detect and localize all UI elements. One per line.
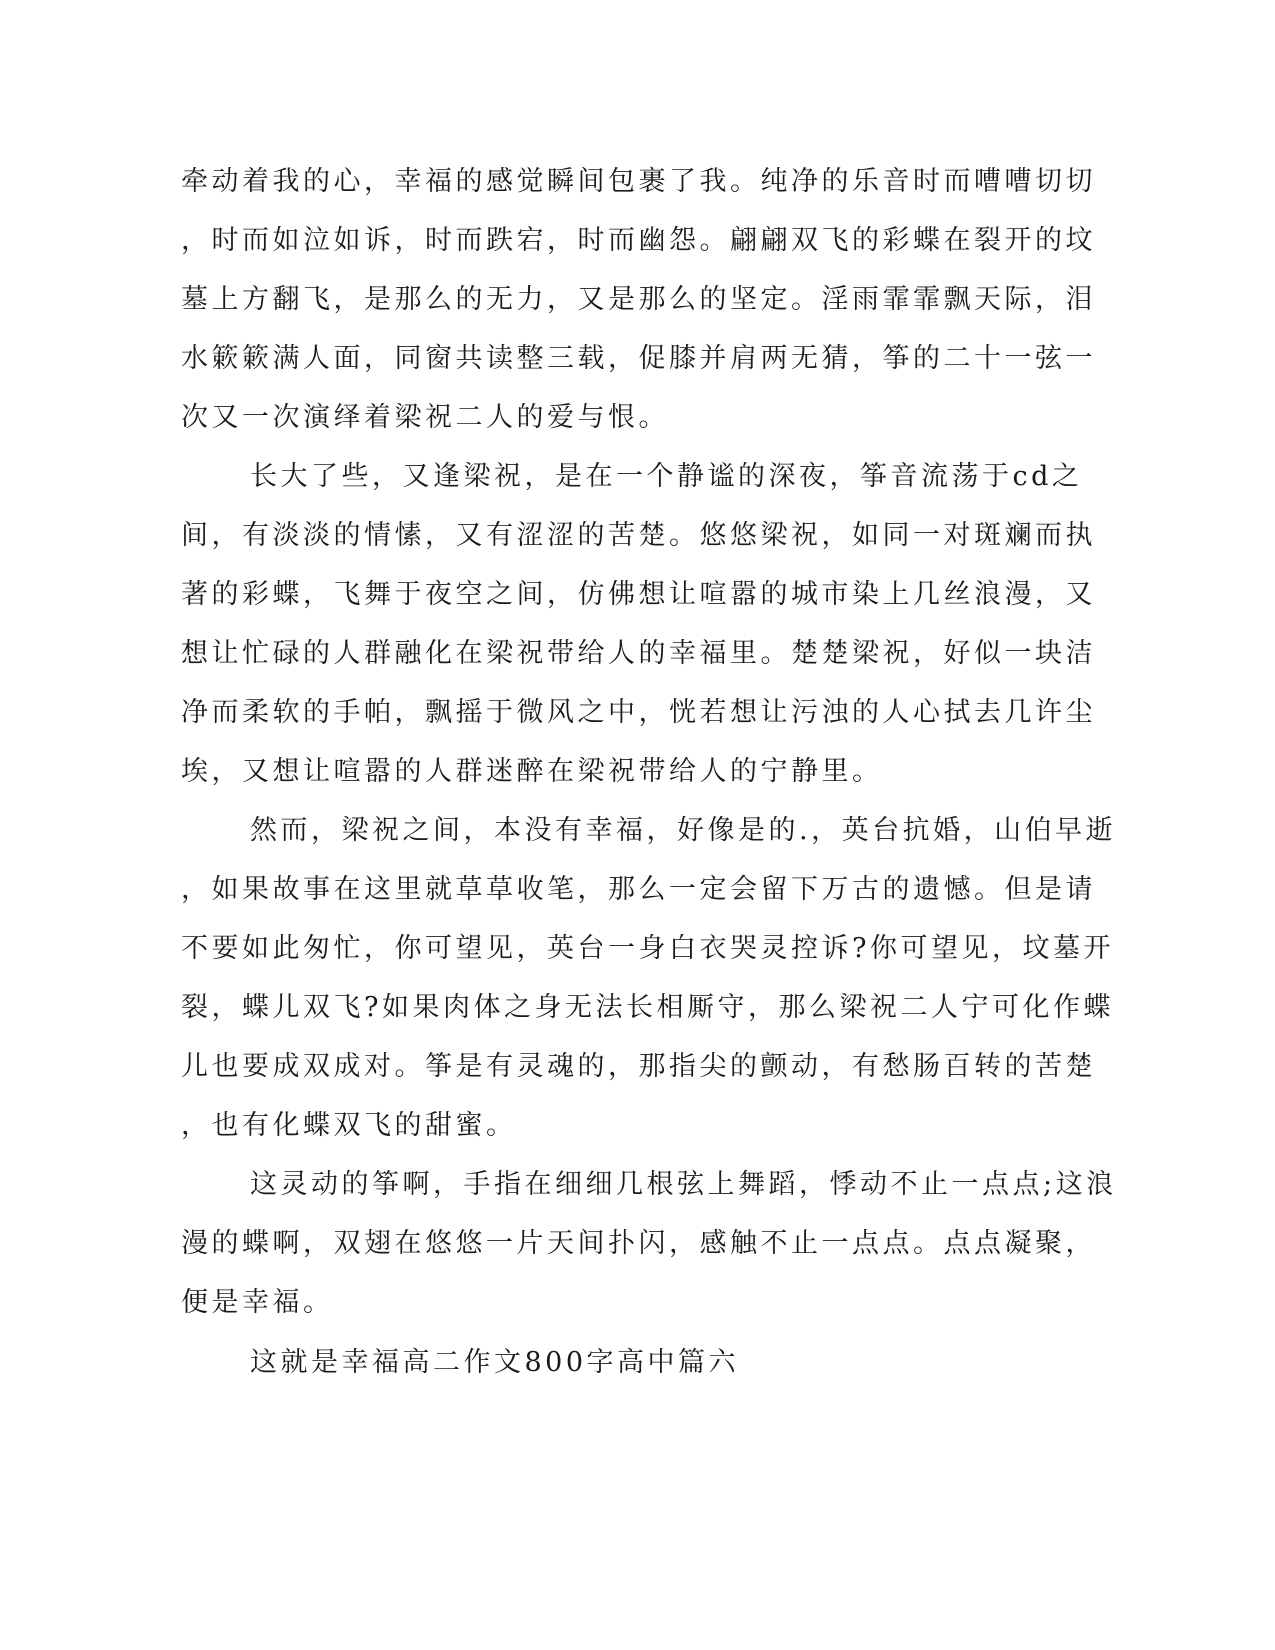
text-line-16: 儿也要成双成对。筝是有灵魂的，那指尖的颤动，有愁肠百转的苦楚: [181, 1051, 1096, 1082]
text-line-3: 墓上方翻飞，是那么的无力，又是那么的坚定。淫雨霏霏飘天际，泪: [181, 284, 1096, 315]
text-line-4: 水簌簌满人面，同窗共读整三载，促膝并肩两无猜，筝的二十一弦一: [181, 343, 1096, 374]
text-line-15: 裂，蝶儿双飞?如果肉体之身无法长相厮守，那么梁祝二人宁可化作蝶: [181, 992, 1114, 1023]
text-line-11: 埃，又想让喧嚣的人群迷醉在梁祝带给人的宁静里。: [181, 756, 883, 787]
text-line-19: 漫的蝶啊，双翅在悠悠一片天间扑闪，感触不止一点点。点点凝聚，: [181, 1228, 1096, 1259]
text-line-2: ，时而如泣如诉，时而跌宕，时而幽怨。翩翩双飞的彩蝶在裂开的坟: [181, 225, 1096, 256]
text-line-14: 不要如此匆忙，你可望见，英台一身白衣哭灵控诉?你可望见，坟墓开: [181, 933, 1114, 964]
text-line-17: ，也有化蝶双飞的甜蜜。: [181, 1110, 517, 1141]
text-line-8: 著的彩蝶，飞舞于夜空之间，仿佛想让喧嚣的城市染上几丝浪漫，又: [181, 579, 1096, 610]
text-line-20: 便是幸福。: [181, 1287, 334, 1318]
text-line-10: 净而柔软的手帕，飘摇于微风之中，恍若想让污浊的人心拭去几许尘: [181, 697, 1096, 728]
text-line-6: 长大了些，又逢梁祝，是在一个静谧的深夜，筝音流荡于cd之: [250, 461, 1083, 492]
text-line-7: 间，有淡淡的情愫，又有涩涩的苦楚。悠悠梁祝，如同一对斑斓而执: [181, 520, 1096, 551]
text-line-9: 想让忙碌的人群融化在梁祝带给人的幸福里。楚楚梁祝，好似一块洁: [181, 638, 1096, 669]
text-line-1: 牵动着我的心，幸福的感觉瞬间包裹了我。纯净的乐音时而嘈嘈切切: [181, 166, 1096, 197]
text-line-12: 然而，梁祝之间，本没有幸福，好像是的.，英台抗婚，山伯早逝: [250, 815, 1117, 846]
text-line-5: 次又一次演绎着梁祝二人的爱与恨。: [181, 402, 669, 433]
text-line-13: ，如果故事在这里就草草收笔，那么一定会留下万古的遗憾。但是请: [181, 874, 1096, 905]
text-line-21: 这就是幸福高二作文800字高中篇六: [250, 1347, 740, 1378]
text-line-18: 这灵动的筝啊，手指在细细几根弦上舞蹈，悸动不止一点点;这浪: [250, 1169, 1117, 1200]
